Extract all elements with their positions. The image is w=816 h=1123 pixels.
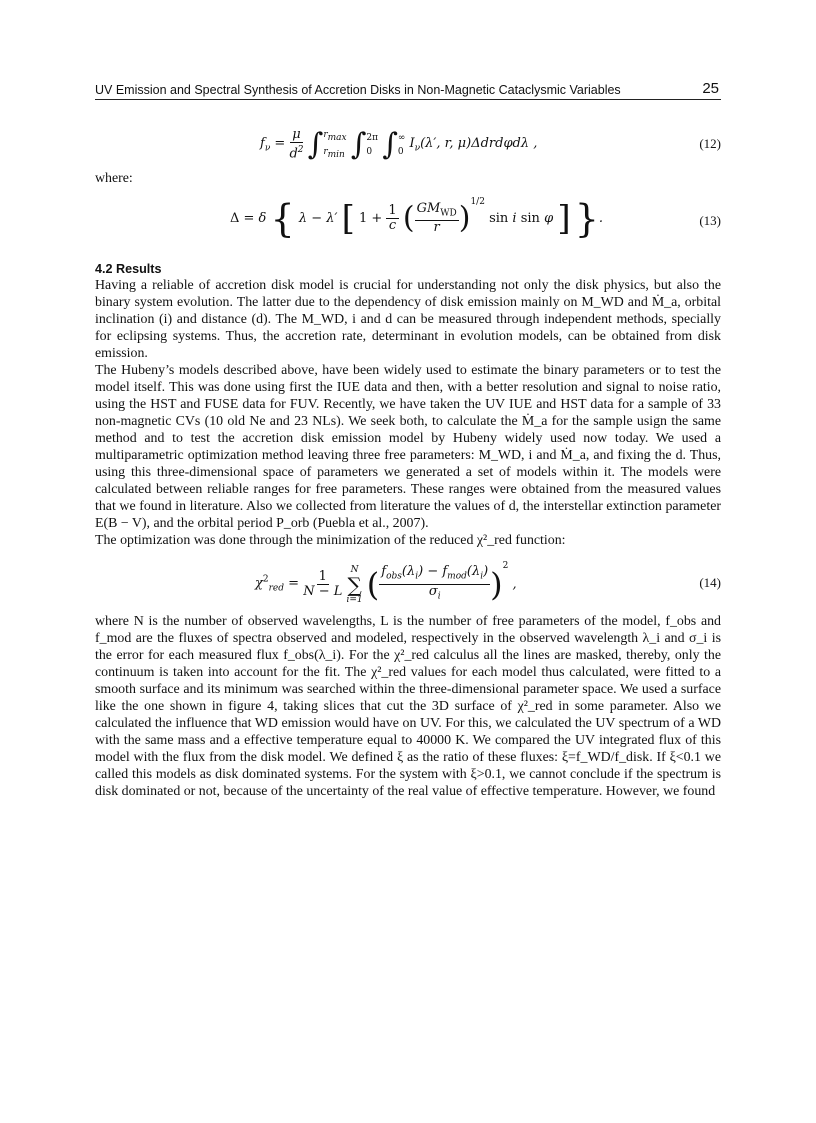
paragraph: where N is the number of observed wavelengths, L is the number of free parameters of the model, f_obs and f_mod are the fluxes of spectra observed and modeled, respectively in the observed wavelength λ_i and σ_i is the error for each measured flux f_obs(λ_i). For the χ²_red calculus all the lines are masked, thereby, only the continuum is taken into account for the fit. The χ²_red values for each model thus calculated, were fitted to a smooth surface and its minimum was searched within the three-dimensional parameter space. We used a surface like the one shown in figure 4, taking slices that cut the 3D surface of χ²_red in some parameter. Also we calculated the influence that WD emission would have on UV. For this, we calculated the UV spectrum of a WD with the same mass and a effective temperature equal to 40000 K. We compared the UV integrated flux of this model with the flux from the disk model. We defined ξ as the ratio of these fluxes: ξ=f_WD/f_disk. If ξ<0.1 we called this models as disk dominated systems. For the system with ξ>0.1, we cannot conclude if the spectrum is disk dominated or not, because of the uncertainty of the real value of effective temperature. However, we found xyxy=(95,614,721,799)
page-content xyxy=(95,78,721,800)
equation-12: $f_\nu$ = $\frac{\mu}{d^2}$ ∫ $r_{max}$ $r_{min}$ ∫ 2π 0 ∫ ∞ 0 $I_\nu(\lambda'$, r, μ)Δdrdφdλ , (12) xyxy=(260,126,721,162)
equation-13: Δ = δ { λ − λ′ [ 1 + $\frac{1}{c}$ ( $\frac{GM_{WD}}{r}$ )$^{1/2}$ sin i sin φ ] }. (13) xyxy=(230,196,721,241)
equation-14: $\chi^2_{red}$ = $\frac{1}{N - L}$ N ∑ i=1 ( $\frac{f_{obs}(\lambda_i) - f_{mod}(\lambda_i)}{\sigma_i}$ )$^2$ , (14) xyxy=(255,561,721,605)
equation-number: (13) xyxy=(699,213,721,228)
running-header xyxy=(95,78,721,100)
equation-number: (12) xyxy=(699,136,721,151)
where-label: where: xyxy=(95,171,133,186)
page-number: 25 xyxy=(702,80,719,97)
running-title: UV Emission and Spectral Synthesis of Accretion Disks in Non-Magnetic Cataclysmic Variables xyxy=(95,83,621,97)
section-heading: 4.2 Results xyxy=(95,262,162,276)
equation-number: (14) xyxy=(699,575,721,590)
paragraph: The Hubeny’s models described above, have been widely used to estimate the binary parameters or to test the model itself. This was done using first the IUE data and then, with a better resolution and signal to noise ratio, using the HST and FUSE data for FUV. Recently, we have taken the UV IUE and HST data for a sample of 33 non-magnetic CVs (10 old Ne and 23 NLs). We seek both, to calculate the Ṁ_a for the sample usign the same method and to test the accretion disk emission model by Hubeny widely used now today. We used a multiparametric optimization method leaving three free parameters: M_WD, i and Ṁ_a, and fixing the d. Thus, using this three-dimensional space of parameters we generated a set of models within it. The models were calculated between reliable ranges for free parameters. These ranges were obtained from the measured values that we found in literature. Also we collected from literature the values of d, the interstellar extinction parameter E(B − V), and the orbital period P_orb (Puebla et al., 2007). xyxy=(95,363,721,531)
paragraph: Having a reliable of accretion disk model is crucial for understanding not only the disk physics, but also the binary system evolution. The latter due to the dependency of disk emission mainly on M_WD and Ṁ_a, orbital inclination (i) and distance (d). The M_WD, i and d can be measured through independent methods, specially for eclipsing systems. Thus, the accretion rate, determinant in evolution models, can be obtained from disk emission. xyxy=(95,278,721,361)
paragraph: The optimization was done through the minimization of the reduced χ²_red function: xyxy=(95,533,566,548)
